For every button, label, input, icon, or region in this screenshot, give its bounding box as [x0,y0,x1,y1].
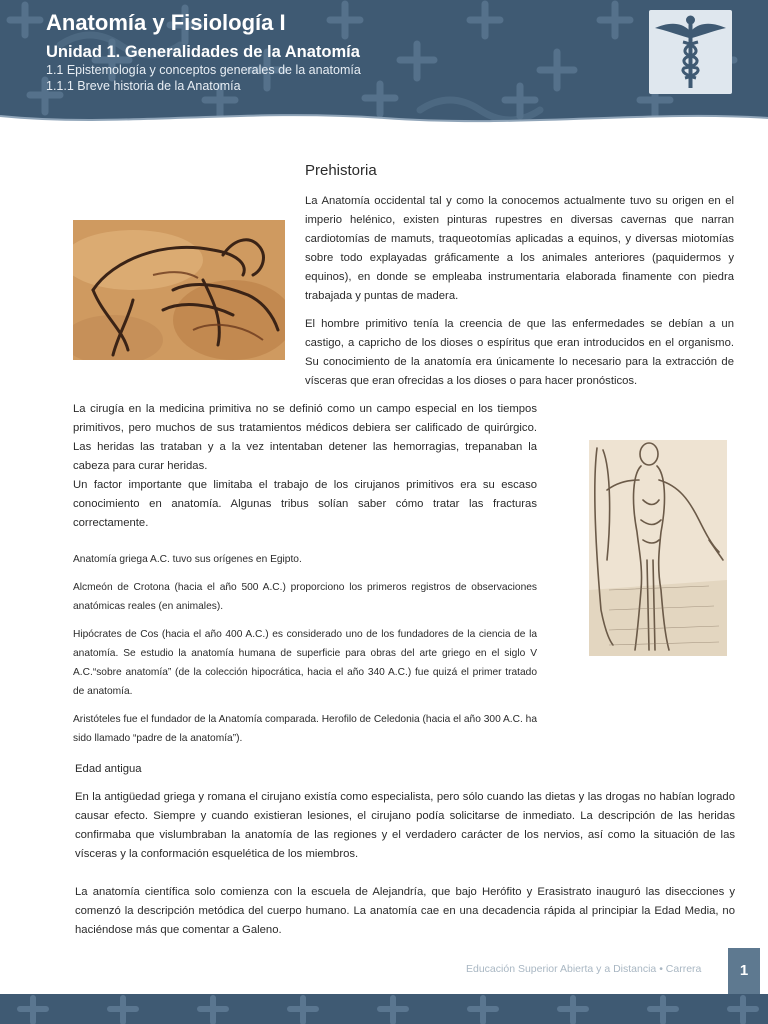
primitiva-paragraph-1: La cirugía en la medicina primitiva no se definió como un campo especial en los tiempos primitivos, pero muchos de sus tratamientos médicos debiera ser calificado de quirúrgico. Las heridas las trataban y a la vez intentaban detener las hemorragias, trepanaban la cabeza para curar heridas. [73,403,537,472]
subsubtopic-title: 1.1.1 Breve historia de la Anatomía [46,79,241,93]
antigua-text [75,760,735,940]
unit-title: Unidad 1. Generalidades de la Anatomía [46,43,360,61]
griega-paragraph-3: Hipócrates de Cos (hacia el año 400 A.C.) es considerado uno de los fundadores de la ciencia de la anatomía. Se estudio la anatomía humana de superficie para obras del arte griego en el siglo V A.C.“sobre anatomía” (de la colección hipocrática, hacia el año 340 A.C.) fue quizá el primer tratado de anatomía. [73,629,537,697]
griega-text [73,550,537,748]
logo [649,10,732,94]
cave-painting-image [73,220,285,360]
caduceus-icon [649,10,732,94]
page-number: 1 [728,948,760,998]
anatomical-engraving-image [589,440,727,656]
header-titles [46,10,361,94]
primitiva-paragraph-2: Un factor importante que limitaba el trabajo de los cirujanos primitivos era su escaso conocimiento en anatomía. Algunas tribus solían saber cómo tratar las fracturas correctamente. [73,479,537,529]
prehistoria-paragraph-1: La Anatomía occidental tal y como la conocemos actualmente tuvo su origen en el imperio helénico, existen pinturas rupestres en diversas cavernas que narran cardiotomías de mamuts, traqueotomías aplicadas a equinos, y diversas miotomías sobre todo explayadas gráficamente a los animales anteriores (paquidermos y equinos), en donde se empleaba instrumentaria elaborada finamente con piedra trabajada y puntas de madera. [305,195,734,302]
griega-paragraph-1: Anatomía griega A.C. tuvo sus orígenes en Egipto. [73,554,302,565]
footer-cross-pattern [0,994,768,1024]
prehistoria-text [305,192,734,391]
prehistoria-paragraph-2: El hombre primitivo tenía la creencia de que las enfermedades se debían a un castigo, a capricho de los dioses o espíritus que eran introducidos en el organismo. Su conocimiento de la anatomía era únicamente lo necesario para la extracción de vísceras que eran ofrecidas a los dioses o para hacer pronósticos. [305,318,734,387]
header-wave-edge [0,108,768,130]
subtopic-title: 1.1 Epistemología y conceptos generales de la anatomía [46,63,361,77]
primitiva-text [73,400,537,533]
section-title-prehistoria: Prehistoria [305,162,377,179]
footer-text: Educación Superior Abierta y a Distancia • Carrera [466,963,702,975]
antigua-paragraph-1: En la antigüedad griega y romana el cirujano existía como especialista, pero sólo cuando las dietas y las drogas no habían logrado causar efecto. Siempre y cuando existieran lesiones, el cirujano podía solicitarse de inmediato. La descripción de las heridas confirmaba que vislumbraban la anatomía de las regiones y el verdadero carácter de los nervios, así como la situación de las vísceras y la conformación esquelética de los miembros. [75,791,735,860]
antigua-paragraph-2: La anatomía científica solo comienza con la escuela de Alejandría, que bajo Herófito y Erasistrato inauguró las disecciones y comenzó la descripción metódica del cuerpo humano. La anatomía cae en una decadencia rápida al principiar la Edad Media, no haciéndose más que comentar a Galeno. [75,886,735,936]
griega-paragraph-4: Aristóteles fue el fundador de la Anatomía comparada. Herofilo de Celedonia (hacia el año 300 A.C. ha sido llamado “padre de la anatomía”). [73,714,537,744]
section-title-edad-antigua: Edad antigua [75,763,142,775]
course-title: Anatomía y Fisiología I [46,10,286,35]
footer-band [0,994,768,1024]
griega-paragraph-2: Alcmeón de Crotona (hacia el año 500 A.C.) proporciono los primeros registros de observaciones anatómicas reales (en animales). [73,582,537,612]
header-banner [0,0,768,130]
